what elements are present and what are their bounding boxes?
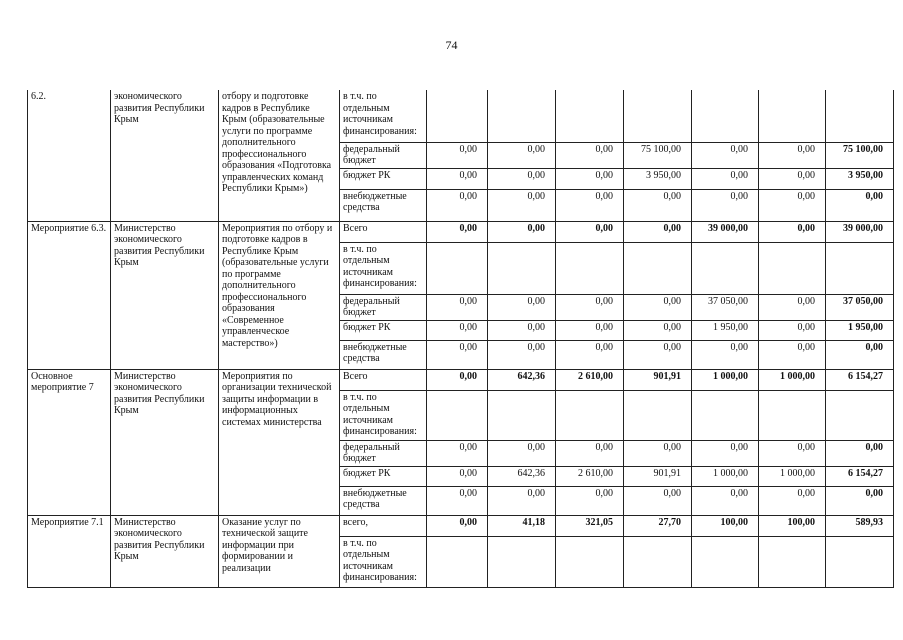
total-value-cell: [826, 390, 894, 440]
year-value-cell: 0,00: [624, 440, 692, 466]
executor-cell: Министерство экономического развития Республики Крым: [111, 369, 219, 515]
total-value-cell: 37 050,00: [826, 294, 894, 320]
year-value-cell: 321,05: [556, 515, 624, 536]
funding-source-cell: федеральный бюджет: [340, 294, 427, 320]
total-value-cell: 0,00: [826, 440, 894, 466]
year-value-cell: 75 100,00: [624, 142, 692, 168]
funding-source-cell: в т.ч. по отдельным источникам финансирования:: [340, 90, 427, 142]
year-value-cell: [488, 536, 556, 587]
year-value-cell: 0,00: [427, 320, 488, 340]
funding-source-cell: внебюджетные средства: [340, 340, 427, 369]
event-name-cell: Мероприятия по отбору и подготовке кадров в Республике Крым (образовательные услуги по программе дополнительного профессионального образования «Современное управленческое мастерство»): [219, 221, 340, 369]
funding-source-cell: бюджет РК: [340, 466, 427, 486]
year-value-cell: [759, 242, 826, 294]
year-value-cell: 0,00: [692, 340, 759, 369]
year-value-cell: 0,00: [759, 320, 826, 340]
year-value-cell: 0,00: [556, 142, 624, 168]
total-value-cell: 0,00: [826, 486, 894, 515]
year-value-cell: 0,00: [488, 168, 556, 189]
year-value-cell: 0,00: [488, 486, 556, 515]
table-row: [28, 221, 894, 242]
table-row: [28, 515, 894, 536]
year-value-cell: 100,00: [759, 515, 826, 536]
total-value-cell: 75 100,00: [826, 142, 894, 168]
year-value-cell: 0,00: [624, 340, 692, 369]
table-row: [28, 369, 894, 390]
year-value-cell: 0,00: [624, 486, 692, 515]
total-value-cell: 6 154,27: [826, 466, 894, 486]
year-value-cell: [692, 90, 759, 142]
year-value-cell: 901,91: [624, 369, 692, 390]
year-value-cell: 0,00: [488, 440, 556, 466]
year-value-cell: 1 000,00: [759, 466, 826, 486]
year-value-cell: 0,00: [556, 189, 624, 221]
year-value-cell: 100,00: [692, 515, 759, 536]
event-name-cell: отбору и подготовке кадров в Республике Крым (образовательные услуги по программе дополнительного профессионального образования «Подготовка управленческих команд Республики Крым»): [219, 90, 340, 221]
year-value-cell: [624, 90, 692, 142]
budget-table: [27, 90, 894, 588]
year-value-cell: [488, 242, 556, 294]
executor-cell: экономического развития Республики Крым: [111, 90, 219, 221]
year-value-cell: 0,00: [488, 189, 556, 221]
year-value-cell: 0,00: [427, 340, 488, 369]
total-value-cell: 6 154,27: [826, 369, 894, 390]
year-value-cell: 0,00: [759, 142, 826, 168]
year-value-cell: 0,00: [556, 486, 624, 515]
year-value-cell: 0,00: [692, 142, 759, 168]
year-value-cell: 0,00: [556, 294, 624, 320]
year-value-cell: [759, 90, 826, 142]
funding-source-cell: в т.ч. по отдельным источникам финансирования:: [340, 242, 427, 294]
year-value-cell: 642,36: [488, 369, 556, 390]
event-name-cell: Оказание услуг по технической защите информации при формировании и реализации: [219, 515, 340, 587]
year-value-cell: 0,00: [624, 189, 692, 221]
year-value-cell: [692, 536, 759, 587]
year-value-cell: 0,00: [624, 294, 692, 320]
event-code-cell: Мероприятие 6.3.: [28, 221, 111, 369]
total-value-cell: [826, 90, 894, 142]
year-value-cell: [488, 90, 556, 142]
event-code-cell: 6.2.: [28, 90, 111, 221]
year-value-cell: 0,00: [759, 221, 826, 242]
year-value-cell: [692, 390, 759, 440]
year-value-cell: 3 950,00: [624, 168, 692, 189]
event-code-cell: Мероприятие 7.1: [28, 515, 111, 587]
year-value-cell: 0,00: [427, 142, 488, 168]
year-value-cell: 0,00: [488, 294, 556, 320]
total-value-cell: 1 950,00: [826, 320, 894, 340]
funding-source-cell: внебюджетные средства: [340, 486, 427, 515]
year-value-cell: 0,00: [692, 168, 759, 189]
year-value-cell: 0,00: [427, 466, 488, 486]
year-value-cell: 0,00: [759, 189, 826, 221]
year-value-cell: 0,00: [759, 168, 826, 189]
year-value-cell: 0,00: [427, 369, 488, 390]
year-value-cell: 1 000,00: [692, 466, 759, 486]
year-value-cell: 0,00: [488, 340, 556, 369]
year-value-cell: 0,00: [427, 189, 488, 221]
executor-cell: Министерство экономического развития Республики Крым: [111, 221, 219, 369]
total-value-cell: [826, 242, 894, 294]
funding-source-cell: бюджет РК: [340, 168, 427, 189]
event-code-cell: Основное мероприятие 7: [28, 369, 111, 515]
year-value-cell: 0,00: [427, 486, 488, 515]
year-value-cell: 0,00: [556, 221, 624, 242]
year-value-cell: 0,00: [427, 168, 488, 189]
total-value-cell: 0,00: [826, 340, 894, 369]
year-value-cell: 901,91: [624, 466, 692, 486]
year-value-cell: 0,00: [624, 320, 692, 340]
year-value-cell: [759, 390, 826, 440]
funding-source-cell: в т.ч. по отдельным источникам финансирования:: [340, 390, 427, 440]
funding-source-cell: федеральный бюджет: [340, 142, 427, 168]
year-value-cell: [624, 536, 692, 587]
table-row: [28, 90, 894, 142]
total-value-cell: 589,93: [826, 515, 894, 536]
year-value-cell: [556, 536, 624, 587]
year-value-cell: [624, 242, 692, 294]
year-value-cell: 642,36: [488, 466, 556, 486]
year-value-cell: [427, 242, 488, 294]
year-value-cell: 0,00: [624, 221, 692, 242]
year-value-cell: 0,00: [488, 221, 556, 242]
year-value-cell: 0,00: [427, 294, 488, 320]
funding-source-cell: Всего: [340, 369, 427, 390]
funding-source-cell: в т.ч. по отдельным источникам финансирования:: [340, 536, 427, 587]
year-value-cell: 0,00: [556, 440, 624, 466]
year-value-cell: [556, 242, 624, 294]
year-value-cell: 1 000,00: [759, 369, 826, 390]
year-value-cell: 1 000,00: [692, 369, 759, 390]
executor-cell: Министерство экономического развития Республики Крым: [111, 515, 219, 587]
year-value-cell: 0,00: [556, 340, 624, 369]
total-value-cell: 39 000,00: [826, 221, 894, 242]
year-value-cell: 0,00: [692, 440, 759, 466]
year-value-cell: 0,00: [759, 294, 826, 320]
funding-source-cell: Всего: [340, 221, 427, 242]
year-value-cell: 0,00: [488, 142, 556, 168]
year-value-cell: 0,00: [759, 340, 826, 369]
year-value-cell: 0,00: [759, 440, 826, 466]
year-value-cell: [556, 390, 624, 440]
year-value-cell: 0,00: [692, 486, 759, 515]
funding-source-cell: всего,: [340, 515, 427, 536]
funding-source-cell: федеральный бюджет: [340, 440, 427, 466]
event-name-cell: Мероприятия по организации технической защиты информации в информационных системах министерства: [219, 369, 340, 515]
year-value-cell: 0,00: [692, 189, 759, 221]
year-value-cell: 0,00: [427, 440, 488, 466]
year-value-cell: 27,70: [624, 515, 692, 536]
year-value-cell: [692, 242, 759, 294]
year-value-cell: 0,00: [488, 320, 556, 340]
year-value-cell: [488, 390, 556, 440]
table-body: [28, 90, 894, 587]
year-value-cell: 41,18: [488, 515, 556, 536]
page-number: 74: [445, 38, 458, 52]
total-value-cell: 0,00: [826, 189, 894, 221]
funding-source-cell: внебюджетные средства: [340, 189, 427, 221]
year-value-cell: 39 000,00: [692, 221, 759, 242]
year-value-cell: 0,00: [427, 515, 488, 536]
year-value-cell: [427, 536, 488, 587]
funding-source-cell: бюджет РК: [340, 320, 427, 340]
year-value-cell: [427, 90, 488, 142]
year-value-cell: [624, 390, 692, 440]
year-value-cell: 37 050,00: [692, 294, 759, 320]
year-value-cell: 2 610,00: [556, 466, 624, 486]
year-value-cell: 2 610,00: [556, 369, 624, 390]
year-value-cell: 0,00: [556, 168, 624, 189]
total-value-cell: 3 950,00: [826, 168, 894, 189]
total-value-cell: [826, 536, 894, 587]
year-value-cell: 0,00: [556, 320, 624, 340]
year-value-cell: [759, 536, 826, 587]
year-value-cell: [556, 90, 624, 142]
year-value-cell: 0,00: [427, 221, 488, 242]
year-value-cell: 1 950,00: [692, 320, 759, 340]
year-value-cell: [427, 390, 488, 440]
year-value-cell: 0,00: [759, 486, 826, 515]
